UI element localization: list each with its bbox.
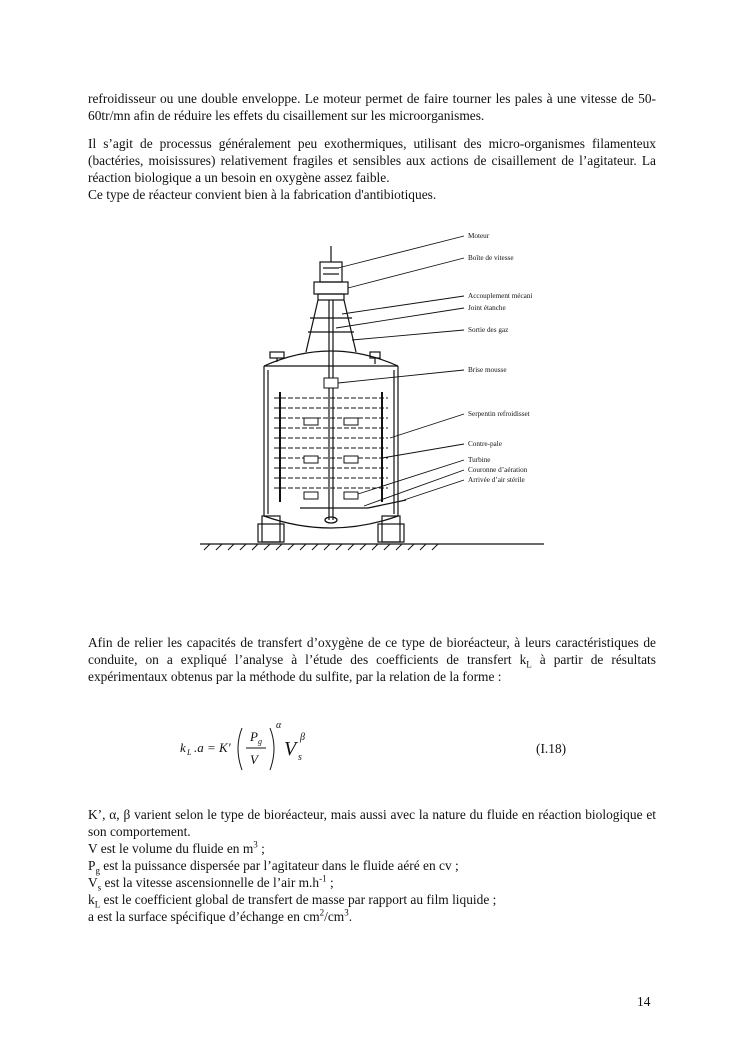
definition-kl: $k_L$ est le coefficient global de transfert de masse par rapport au film liquide ; xyxy=(88,892,497,910)
equation-kla xyxy=(180,722,580,778)
definitions-block xyxy=(88,806,656,925)
label-sterile-air-inlet: Arrivée d’air stérile xyxy=(468,476,525,484)
svg-text:k: k xyxy=(180,740,186,755)
transfer-paragraph xyxy=(88,634,656,685)
intro-text-block xyxy=(88,90,656,203)
paragraph-2: Il s’agit de processus généralement peu exothermiques, utilisant des micro-organismes filamenteux (bactéries, moisissures) relativement fragiles et sensibles aux actions de cisaillement de l’agitateur. La réaction biologique a un besoin en oxygène assez faible. xyxy=(88,136,656,185)
svg-text:V: V xyxy=(250,752,258,767)
label-seal: Joint étanche xyxy=(468,304,506,312)
svg-text:g: g xyxy=(258,737,262,746)
svg-text:.a = K': .a = K' xyxy=(194,740,231,755)
svg-text:β: β xyxy=(300,732,305,743)
definition-volume: V est le volume du fluide en $m^3$ ; xyxy=(88,839,265,856)
svg-text:s: s xyxy=(298,752,302,763)
label-turbine: Turbine xyxy=(468,456,491,464)
svg-text:α: α xyxy=(276,722,282,731)
definition-surface: a est la surface spécifique d’échange en $cm^2/cm^3$. xyxy=(88,907,353,924)
label-baffle: Contre-pale xyxy=(468,440,502,448)
label-gas-outlet: Sortie des gaz xyxy=(468,326,509,334)
label-cooling-coil: Serpentin refroidisset xyxy=(468,410,530,418)
svg-text:V: V xyxy=(284,738,297,760)
svg-text:P: P xyxy=(250,729,258,744)
paragraph-1: refroidisseur ou une double enveloppe. Le moteur permet de faire tourner les pales à une vitesse de 50-60tr/mn afin de réduire les effets du cisaillement sur les microorganismes. xyxy=(88,91,656,123)
label-gearbox: Boîte de vitesse xyxy=(468,254,514,262)
label-motor: Moteur xyxy=(468,232,490,240)
paragraph-4-tail: à partir de résultats expérimentaux obtenus par la méthode du sulfite, par la relation de la forme : xyxy=(88,652,656,684)
definition-air-velocity: $V_s$ est la vitesse ascensionnelle de l’air $m.h^{-1}$ ; xyxy=(88,873,334,893)
definition-constants: K’, α, β varient selon le type de bioréacteur, mais aussi avec la nature du fluide en réaction biologique et son comportement. xyxy=(88,807,656,839)
label-aeration-ring: Couronne d’aération xyxy=(468,466,528,474)
definition-power: $P_g$ est la puissance dispersée par l’agitateur dans le fluide aéré en cv ; xyxy=(88,858,459,876)
equation-number: (I.18) xyxy=(536,741,567,756)
bioreactor-diagram xyxy=(192,228,552,620)
paragraph-4 xyxy=(88,634,656,685)
svg-text:L: L xyxy=(187,748,192,757)
label-foam-breaker: Brise mousse xyxy=(468,366,507,374)
page-number: 14 xyxy=(637,994,651,1009)
paragraph-4-kl: $k_L$ xyxy=(519,652,532,670)
paragraph-4-text: Afin de relier les capacités de transfert d’oxygène de ce type de bioréacteur, à leurs caractéristiques de conduite, on a expliqué l’analyse à l’étude des coefficients de transfert xyxy=(88,635,656,667)
paragraph-3: Ce type de réacteur convient bien à la fabrication d'antibiotiques. xyxy=(88,187,437,202)
label-coupling: Accouplement mécani xyxy=(468,292,533,300)
